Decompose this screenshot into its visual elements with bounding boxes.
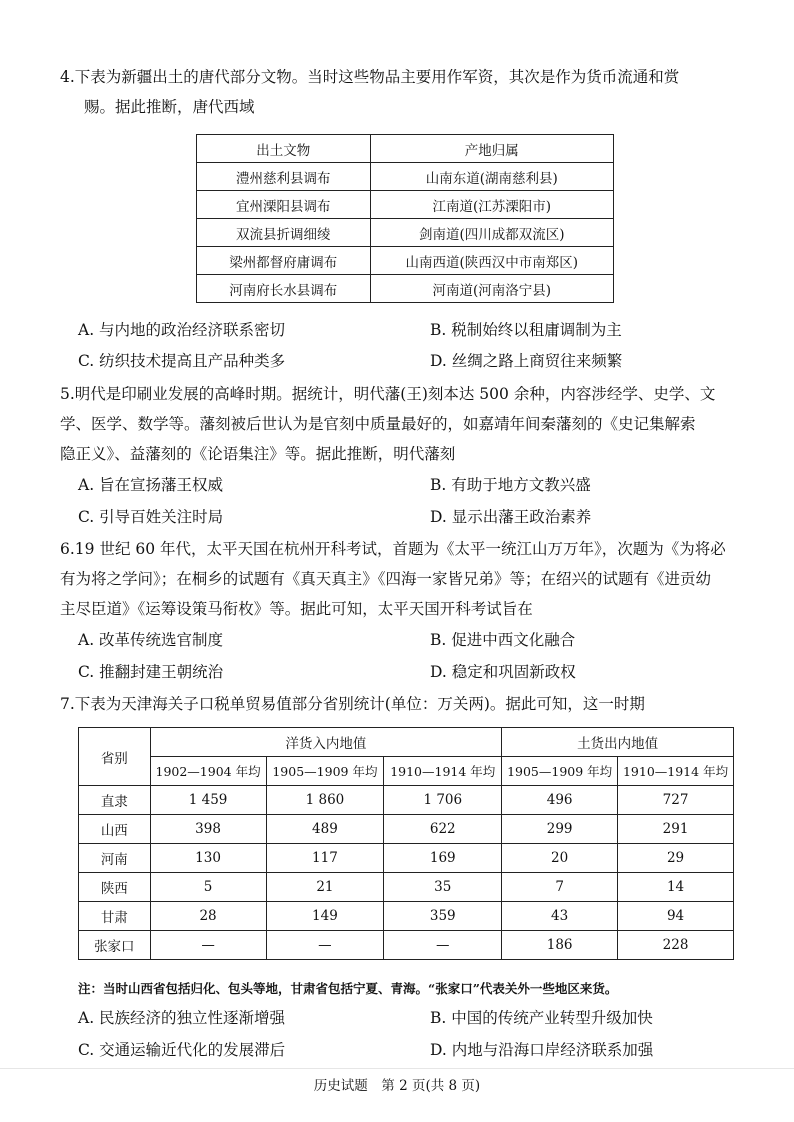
q7-province: 山西 [79, 815, 151, 844]
q7-cell: 1 860 [266, 786, 384, 815]
q5-option-a[interactable]: A. 旨在宣扬藩王权威 [78, 476, 224, 494]
q7-cell: 1 706 [384, 786, 502, 815]
q7-period: 1910—1914 年均 [618, 757, 734, 786]
q7-header-imports: 洋货入内地值 [150, 728, 502, 757]
q5-stem-line1: 5.明代是印刷业发展的高峰时期。据统计，明代藩(王)刻本达 500 余种，内容涉经学、史学、文 [60, 385, 716, 403]
q4-header-artifact: 出土文物 [197, 135, 371, 163]
q4-option-b[interactable]: B. 税制始终以租庸调制为主 [430, 321, 622, 339]
q4-cell: 澧州慈利县调布 [197, 163, 371, 191]
q5-option-d[interactable]: D. 显示出藩王政治素养 [430, 508, 592, 526]
q7-cell: — [266, 931, 384, 960]
q7-cell: 299 [502, 815, 618, 844]
table-row [79, 815, 734, 844]
q7-cell: 489 [266, 815, 384, 844]
q7-province: 陕西 [79, 873, 151, 902]
q7-cell: 622 [384, 815, 502, 844]
q4-table-header [197, 135, 614, 163]
q7-cell: 117 [266, 844, 384, 873]
q7-header-province: 省别 [79, 728, 151, 786]
q7-cell: 186 [502, 931, 618, 960]
q7-cell: 1 459 [150, 786, 266, 815]
q5-option-c[interactable]: C. 引导百姓关注时局 [78, 508, 224, 526]
q7-cell: 398 [150, 815, 266, 844]
q4-cell: 河南府长水县调布 [197, 275, 371, 303]
q4-option-c[interactable]: C. 纺织技术提高且产品种类多 [78, 352, 286, 370]
table-row [79, 844, 734, 873]
q6-stem-line3: 主尽臣道》《运筹设策马衔枚》等。据此可知，太平天国开科考试旨在 [60, 600, 533, 618]
q4-cell: 梁州都督府庸调布 [197, 247, 371, 275]
q7-cell: 35 [384, 873, 502, 902]
q7-province: 直隶 [79, 786, 151, 815]
table-row [79, 902, 734, 931]
q4-stem-line1: 4.下表为新疆出土的唐代部分文物。当时这些物品主要用作军资，其次是作为货币流通和赏 [60, 68, 680, 86]
q4-cell: 宜州溧阳县调布 [197, 191, 371, 219]
q7-cell: 291 [618, 815, 734, 844]
q7-table [78, 727, 734, 960]
footer-divider [0, 1068, 794, 1069]
q7-cell: — [384, 931, 502, 960]
q4-cell: 剑南道(四川成都双流区) [370, 219, 613, 247]
q7-cell: 7 [502, 873, 618, 902]
table-row [79, 931, 734, 960]
q4-stem-line2: 赐。据此推断，唐代西域 [84, 98, 255, 116]
q6-option-c[interactable]: C. 推翻封建王朝统治 [78, 663, 224, 681]
page-footer: 历史试题 第 2 页(共 8 页) [313, 1078, 481, 1094]
q7-table-header-row2 [79, 757, 734, 786]
q7-period: 1910—1914 年均 [384, 757, 502, 786]
table-row [197, 219, 614, 247]
q7-cell: — [150, 931, 266, 960]
q4-option-a[interactable]: A. 与内地的政治经济联系密切 [78, 321, 286, 339]
q7-cell: 130 [150, 844, 266, 873]
table-row [79, 873, 734, 902]
q7-province: 河南 [79, 844, 151, 873]
q7-cell: 5 [150, 873, 266, 902]
q5-stem-line3: 隐正义》、益藩刻的《论语集注》等。据此推断，明代藩刻 [60, 445, 456, 463]
q7-cell: 169 [384, 844, 502, 873]
q6-option-a[interactable]: A. 改革传统选官制度 [78, 631, 224, 649]
q4-header-origin: 产地归属 [370, 135, 613, 163]
q4-cell: 江南道(江苏溧阳市) [370, 191, 613, 219]
table-row [79, 786, 734, 815]
q7-period: 1902—1904 年均 [150, 757, 266, 786]
q7-cell: 43 [502, 902, 618, 931]
q7-cell: 359 [384, 902, 502, 931]
q6-option-b[interactable]: B. 促进中西文化融合 [430, 631, 576, 649]
q7-cell: 228 [618, 931, 734, 960]
q4-cell: 山南东道(湖南慈利县) [370, 163, 613, 191]
q5-stem-line2: 学、医学、数学等。藩刻被后世认为是官刻中质量最好的，如嘉靖年间秦藩刻的《史记集解索 [60, 415, 696, 433]
q4-table [196, 134, 614, 303]
q7-cell: 14 [618, 873, 734, 902]
q7-cell: 496 [502, 786, 618, 815]
q7-option-b[interactable]: B. 中国的传统产业转型升级加快 [430, 1009, 653, 1027]
q7-stem-line1: 7.下表为天津海关子口税单贸易值部分省别统计(单位：万关两)。据此可知，这一时期 [60, 695, 645, 713]
q6-stem-line1: 6.19 世纪 60 年代，太平天国在杭州开科考试，首题为《太平一统江山万万年》，次题为《为将必 [60, 540, 726, 558]
q7-province: 甘肃 [79, 902, 151, 931]
q7-option-c[interactable]: C. 交通运输近代化的发展滞后 [78, 1041, 286, 1059]
table-row [197, 191, 614, 219]
q4-cell: 山南西道(陕西汉中市南郑区) [370, 247, 613, 275]
q4-option-d[interactable]: D. 丝绸之路上商贸往来频繁 [430, 352, 623, 370]
q7-period: 1905—1909 年均 [502, 757, 618, 786]
q7-table-header-row1 [79, 728, 734, 757]
q4-cell: 河南道(河南洛宁县) [370, 275, 613, 303]
table-row [197, 275, 614, 303]
q7-header-exports: 土货出内地值 [502, 728, 734, 757]
q7-cell: 29 [618, 844, 734, 873]
q7-cell: 149 [266, 902, 384, 931]
q6-stem-line2: 有为将之学问》；在桐乡的试题有《真天真主》《四海一家皆兄弟》等；在绍兴的试题有《进贡幼 [60, 570, 712, 588]
q7-option-d[interactable]: D. 内地与沿海口岸经济联系加强 [430, 1041, 654, 1059]
q7-cell: 20 [502, 844, 618, 873]
q7-period: 1905—1909 年均 [266, 757, 384, 786]
q5-option-b[interactable]: B. 有助于地方文教兴盛 [430, 476, 591, 494]
q7-cell: 94 [618, 902, 734, 931]
table-row [197, 163, 614, 191]
q7-province: 张家口 [79, 931, 151, 960]
q7-cell: 28 [150, 902, 266, 931]
q7-cell: 21 [266, 873, 384, 902]
q7-option-a[interactable]: A. 民族经济的独立性逐渐增强 [78, 1009, 286, 1027]
table-row [197, 247, 614, 275]
q7-note: 注：当时山西省包括归化、包头等地，甘肃省包括宁夏、青海。“张家口”代表关外一些地区来货。 [78, 981, 618, 996]
q7-cell: 727 [618, 786, 734, 815]
q6-option-d[interactable]: D. 稳定和巩固新政权 [430, 663, 576, 681]
q4-cell: 双流县折调细绫 [197, 219, 371, 247]
